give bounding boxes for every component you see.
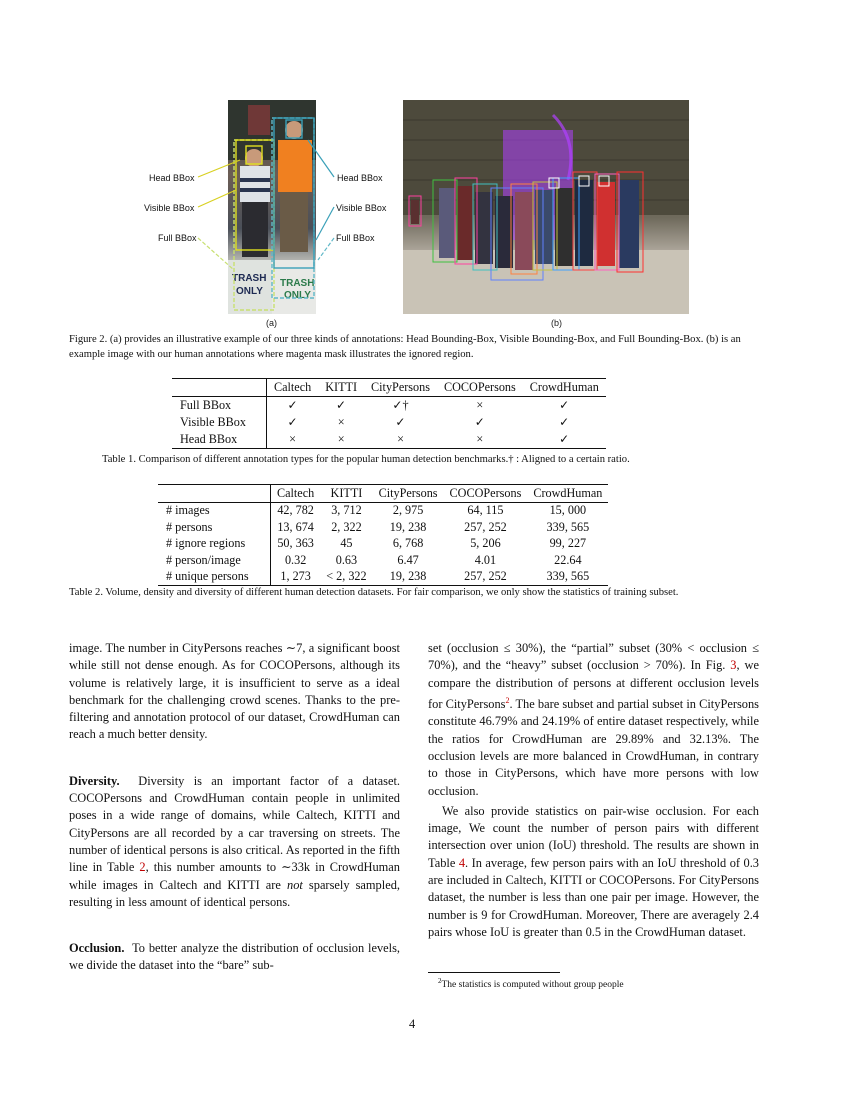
- table1-cell: ✓: [523, 431, 606, 449]
- right-column: [428, 640, 759, 941]
- table2-cell-best: 64, 115: [467, 503, 504, 518]
- table1-cell: ✓: [395, 415, 406, 429]
- table2-cell: 50, 363: [277, 536, 314, 551]
- table2-header-caltech: Caltech: [271, 485, 321, 503]
- table1-cell: ×: [476, 398, 484, 412]
- footnote-2-reference-link[interactable]: 2: [505, 695, 510, 705]
- figure-2-caption: Figure 2. (a) provides an illustrative example of our three kinds of annotations: Head Bounding-Box, Visible Bounding-Box, and Full Bounding-Box. (b) is an example image with our human annotations where magenta mask illustrates the ignored region.: [69, 334, 741, 360]
- paragraph-occlusion-levels: [428, 640, 759, 800]
- table1-row-label: Visible BBox: [172, 414, 267, 431]
- diversity-heading: Diversity.: [69, 773, 120, 788]
- table2-cell: 0.32: [284, 552, 307, 567]
- diversity-emphasis-not: not: [287, 877, 303, 892]
- table2-cell: 2, 322: [331, 519, 362, 534]
- only-sign-1: ONLY: [236, 286, 263, 297]
- label-visible-bbox-right: Visible BBox: [336, 203, 387, 213]
- table1-cell: ×: [337, 415, 345, 429]
- table2-row: [158, 519, 608, 536]
- table2-cell: 13, 674: [277, 519, 314, 534]
- pairwise-text-a: We also provide statistics on pair-wise occlusion. For each image, We count the number of person pairs with different intersection over union (IoU) threshold. The results are shown in Table: [428, 803, 759, 870]
- table2-row-label: # images: [158, 502, 271, 519]
- table2-header-blank: [158, 485, 271, 503]
- table2-cell: 6.47: [397, 552, 419, 567]
- table2-cell: < 2, 322: [320, 569, 372, 586]
- table2-cell-best: 339, 565: [527, 569, 608, 586]
- table-2-reference-link[interactable]: 2: [139, 860, 146, 875]
- table2-header-cocopersons: COCOPersons: [444, 485, 528, 503]
- table1-row: [172, 414, 606, 431]
- table2-cell-best: 99, 227: [549, 536, 587, 551]
- table1-row: [172, 397, 606, 415]
- table2-cell: 3, 712: [331, 503, 362, 518]
- pairwise-text-b: . In average, few person pairs with an IoU threshold of 0.3 are included in Caltech, KITTI or COCOPersons. For CityPersons dataset, the number is less than one pair per image. However, the number is 9 for CrowdHuman. Moreover, There are averagely 2.4 pairs whose IoU is greater than 0.5 in the CrowdHuman dataset.: [428, 855, 760, 939]
- subfigure-label-a: (a): [266, 318, 277, 328]
- occlusion-levels-text-a: set (occlusion ≤ 30%), the “partial” subset (30% < occlusion ≤ 70%), and the “heavy” subset (occlusion > 70%). In Fig.: [428, 641, 759, 673]
- table-2-caption: Table 2. Volume, density and diversity of different human detection datasets. For fair comparison, we only show the statistics of training subset.: [69, 587, 679, 598]
- table2-row-label: # unique persons: [158, 569, 271, 586]
- table2-cell: 19, 238: [373, 569, 444, 586]
- table1-cell: ✓: [336, 398, 347, 412]
- table2-cell: 2, 975: [392, 503, 424, 518]
- table2-cell: 5, 206: [470, 536, 501, 551]
- table1-header-blank: [172, 379, 267, 397]
- diversity-text-c: sparsely sampled, resulting in less amount of identical persons.: [69, 877, 400, 909]
- table2-cell: 42, 782: [277, 503, 314, 518]
- paragraph-diversity: [69, 773, 400, 911]
- footnote-mark: 2: [438, 977, 442, 985]
- figure-3-reference-link[interactable]: 3: [730, 658, 737, 673]
- table1-cell: ×: [364, 431, 437, 449]
- table1-cell: ✓: [559, 415, 570, 429]
- paragraph-occlusion: [69, 940, 400, 975]
- table2-header-citypersons: CityPersons: [373, 485, 444, 503]
- page-number: 4: [409, 1017, 416, 1031]
- table1-cell: ✓: [559, 398, 570, 412]
- footnote-text: The statistics is computed without group people: [441, 980, 624, 991]
- table1-cell: ×: [437, 431, 523, 449]
- table2-header-crowdhuman: CrowdHuman: [527, 485, 608, 503]
- table-1-caption: Table 1. Comparison of different annotation types for the popular human detection benchmarks.† : Aligned to a certain ratio.: [102, 454, 630, 465]
- label-visible-bbox-left: Visible BBox: [144, 203, 195, 213]
- trash-sign-2: TRASH: [280, 278, 315, 289]
- table1-header-kitti: KITTI: [318, 379, 364, 397]
- table-1: [172, 378, 606, 449]
- table-4-reference-link[interactable]: 4: [458, 855, 466, 870]
- table1-row-label: Full BBox: [172, 397, 267, 415]
- table1-header-citypersons: CityPersons: [364, 379, 437, 397]
- table2-cell: 4.01: [474, 552, 497, 567]
- label-full-bbox-left: Full BBox: [158, 233, 197, 243]
- label-full-bbox-right: Full BBox: [336, 233, 375, 243]
- table2-row: [158, 502, 608, 519]
- diversity-text-b: , this number amounts to ∼33k in CrowdHuman while images in Caltech and KITTI are: [69, 860, 400, 892]
- table2-cell: 15, 000: [549, 503, 587, 518]
- table2-row: [158, 536, 608, 553]
- figure-2b-image: [403, 100, 689, 314]
- occlusion-levels-text-c: . The bare subset and partial subset in CityPersons constitute 46.79% and 24.19% of entire dataset respectively, while the ratios for CrowdHuman are 29.89% and 32.13%. The occlusion levels are more balanced in CrowdHuman, in contrary to those in CityPersons, which have more persons with low occlusion.: [428, 697, 759, 798]
- table1-header-cocopersons: COCOPersons: [437, 379, 523, 397]
- occlusion-levels-text-b: , we compare the distribution of persons at different occlusion levels for CityPersons: [428, 658, 759, 712]
- footnote-rule: [428, 972, 560, 973]
- table2-cell-best: 22.64: [554, 552, 582, 567]
- diversity-text-a: Diversity is an important factor of a dataset. COCOPersons and CrowdHuman contain people in unlimited poses in a wide range of domains, while Caltech, KITTI and CityPersons are all recorded by a car traversing on streets. The number of identical persons is also critical. As reported in the fifth line in Table: [69, 773, 400, 875]
- table-2: [158, 484, 608, 586]
- trash-sign-1: TRASH: [232, 273, 267, 284]
- table1-cell: ✓†: [392, 398, 409, 412]
- table1-cell: ✓: [474, 415, 485, 429]
- paragraph-density: image. The number in CityPersons reaches ∼7, a significant boost while still not dense enough. As for COCOPersons, although its volume is relatively large, it is insufficient to serve as a ideal benchmark for the challenging crowd scenes. Thanks to the pre-filtering and annotation protocol of our dataset, CrowdHuman can reach a much better density.: [69, 641, 400, 742]
- table1-cell: ×: [267, 431, 319, 449]
- table2-cell: 19, 238: [389, 519, 427, 534]
- table2-cell-best: 339, 565: [546, 519, 590, 534]
- occlusion-heading: Occlusion.: [69, 941, 125, 956]
- annotation-leader-lines: [190, 130, 350, 280]
- table2-row: [158, 569, 608, 586]
- table1-header-caltech: Caltech: [267, 379, 319, 397]
- table2-row-label: # persons: [158, 519, 271, 536]
- table1-cell: ✓: [287, 398, 298, 412]
- table2-cell: 45: [340, 536, 353, 551]
- table2-row-label: # ignore regions: [158, 536, 271, 553]
- table2-cell: 0.63: [335, 552, 358, 567]
- table2-row: [158, 552, 608, 569]
- table2-cell: 1, 273: [271, 569, 321, 586]
- subfigure-label-b: (b): [551, 318, 562, 328]
- table2-cell: 6, 768: [392, 536, 424, 551]
- figure-2b-illustration: [403, 100, 689, 314]
- label-head-bbox-left: Head BBox: [149, 173, 195, 183]
- only-sign-2: ONLY: [284, 290, 311, 301]
- left-column: [69, 640, 400, 975]
- table1-cell: ✓: [287, 415, 298, 429]
- table2-cell: 257, 252: [444, 569, 528, 586]
- table2-row-label: # person/image: [158, 552, 271, 569]
- occlusion-text: To better analyze the distribution of occlusion levels, we divide the dataset into the “bare” sub-: [69, 941, 400, 973]
- table2-header-kitti: KITTI: [320, 485, 372, 503]
- table1-header-crowdhuman: CrowdHuman: [523, 379, 606, 397]
- table1-row-label: Head BBox: [172, 431, 267, 449]
- paragraph-pairwise-occlusion: [428, 803, 759, 941]
- footnote: [438, 977, 624, 990]
- table1-row: [172, 431, 606, 449]
- table2-cell: 257, 252: [464, 519, 507, 534]
- table1-cell: ×: [318, 431, 364, 449]
- label-head-bbox-right: Head BBox: [337, 173, 383, 183]
